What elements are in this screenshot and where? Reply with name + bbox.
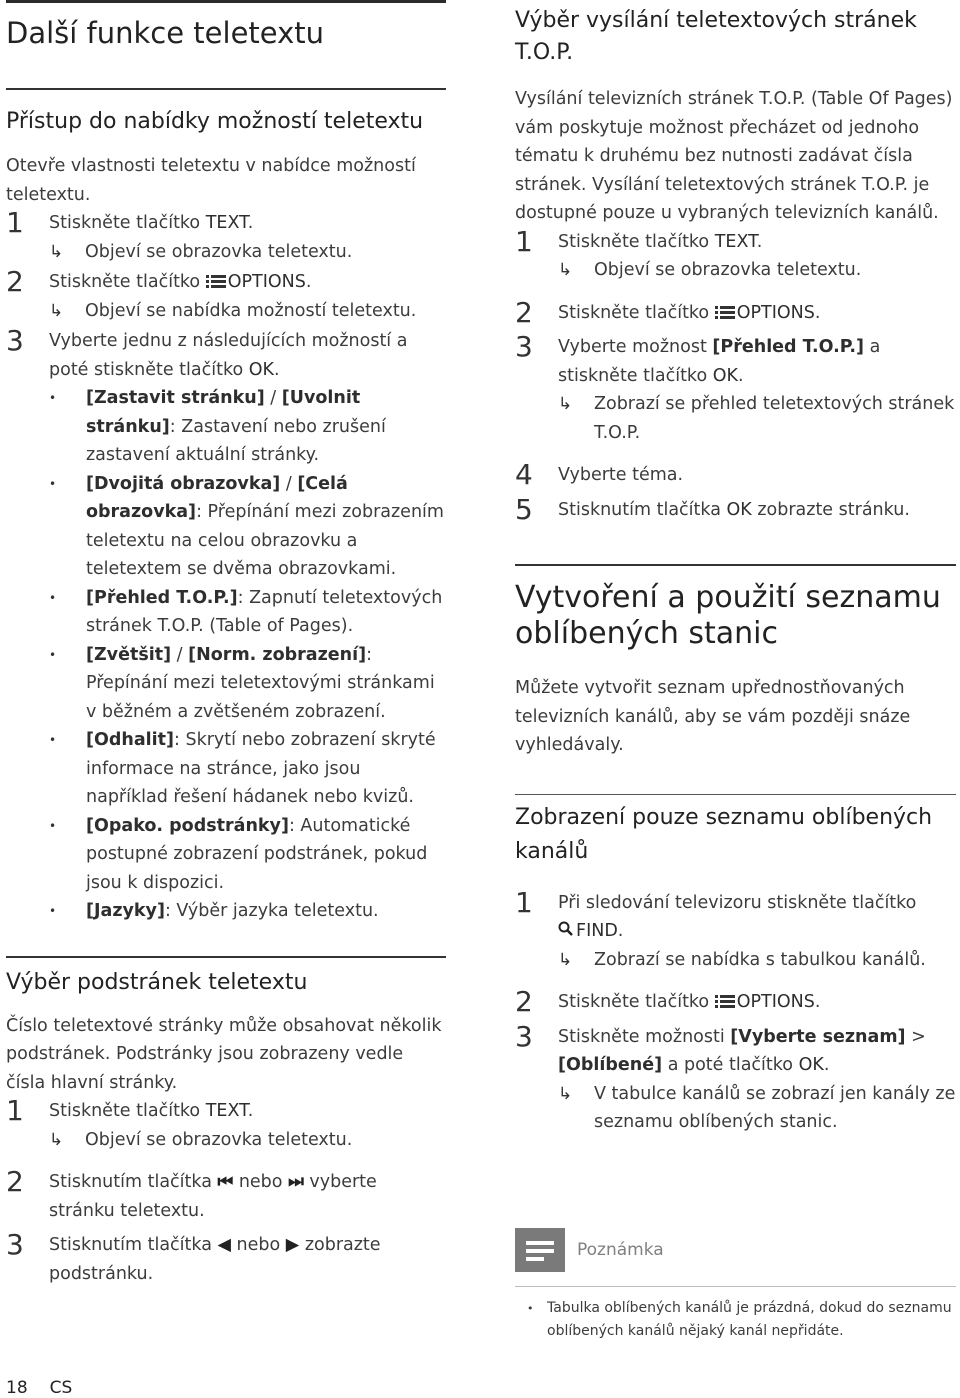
option-key: [Opako. podstránky] [86,815,289,836]
step-text: Stiskněte tlačítko [49,272,206,292]
step-number: 3 [6,324,24,357]
step-text: nebo [233,1172,289,1192]
options-list-icon [715,305,735,320]
key-text: OK [712,365,738,386]
step-number: 1 [6,206,24,239]
bullet: • [49,476,57,491]
step-3 [6,324,446,384]
step-number: 2 [515,295,533,329]
arrow-right-icon: ↳ [49,1129,64,1150]
section-title-favourites: Vytvoření a použití seznamu oblíbených stanic [515,580,941,651]
step-1 [6,1094,446,1154]
step-end: . [274,359,280,380]
result-text: Objeví se obrazovka teletextu. [85,1129,353,1150]
step-text: Stiskněte tlačítko [558,231,715,252]
separator: > [905,1026,926,1047]
top-rule [6,0,446,3]
step-result [558,1080,956,1137]
option-key: [Přehled T.O.P.] [86,587,238,608]
option-key: [Zastavit stránku] [86,388,265,408]
step-text: Stisknutím tlačítka [49,1172,218,1192]
step-text: Stiskněte tlačítko [558,992,715,1012]
step-end: . [814,302,821,323]
step-result [558,946,956,975]
arrow-right-icon: ↳ [49,300,64,321]
option-key: [Oblíbené] [558,1055,663,1075]
option-text: : Výběr jazyka teletextu. [164,901,379,921]
section-rule [515,794,956,795]
step-end: . [814,992,821,1012]
step-text: a stiskněte tlačítko [558,337,881,386]
note-box [515,1228,956,1343]
option-item [49,726,446,812]
step-end: . [247,1101,254,1121]
page-number: 18 [6,1378,28,1398]
step-number: 3 [515,1019,533,1053]
section-intro: Můžete vytvořit seznam upřednostňovaných televizních kanálů, aby se vám později snáze vyhledávaly. [515,678,911,755]
key-text: OK [726,499,752,520]
key-text: OK [248,359,274,380]
step-text: Vyberte téma. [558,465,684,485]
step-1 [515,224,956,285]
step-1 [6,206,446,266]
step-text: Vyberte možnost [558,337,713,357]
step-5 [515,492,956,526]
note-item [515,1297,956,1343]
key-text: OPTIONS [736,302,815,323]
step-text: Stisknutím tlačítka [49,1235,218,1255]
page-title: Další funkce teletextu [6,16,325,50]
option-key: [Přehled T.O.P.] [712,337,865,357]
bullet: • [49,391,57,405]
right-column [515,0,956,1137]
section-rule [515,564,956,566]
option-item [49,897,446,926]
result-text: Objeví se nabídka možností teletextu. [85,300,417,321]
key-text: TEXT [205,1101,248,1121]
skip-next-icon: ⏭ [288,1172,304,1192]
key-text: OPTIONS [736,992,815,1012]
language-code: CS [49,1378,73,1398]
option-key: [Dvojitá obrazovka] [86,473,281,494]
step-2 [515,295,956,329]
step-3 [515,330,956,447]
step-end: . [305,272,312,292]
step-number: 2 [515,985,533,1018]
option-text: : Zastavení nebo zrušení zastavení aktuální stránky. [86,416,386,465]
step-number: 4 [515,458,533,491]
option-key: [Odhalit] [86,730,175,750]
section-title-teletext-options: Přístup do nabídky možností teletextu [6,109,424,134]
key-text: OPTIONS [227,272,306,292]
note-body [515,1286,956,1343]
step-result [558,256,956,285]
option-key: [Jazyky] [86,901,165,921]
step-number: 2 [6,1165,24,1198]
step-4 [515,458,956,491]
section-title-subpages: Výběr podstránek teletextu [6,969,308,995]
option-text: : Zapnutí teletextových stránek T.O.P. (Table of Pages). [86,587,443,636]
step-2 [6,265,446,325]
option-item [49,470,446,584]
step-number: 3 [6,1228,24,1261]
option-text: : Automatické postupné zobrazení podstránek, pokud jsou k dispozici. [86,815,428,893]
section-title-top-pages: Výběr vysílání teletextových stránek T.O.P. [515,8,917,65]
step-2 [6,1165,446,1225]
step-text: nebo [230,1235,286,1255]
section-intro: Číslo teletextové stránky může obsahovat několik podstránek. Podstránky jsou zobrazeny vedle čísla hlavní stránky. [6,1015,442,1093]
arrow-right-icon: ↳ [558,394,573,414]
option-key: [Zvětšit] [86,644,172,665]
bullet: • [49,818,57,833]
arrow-right-icon: ↳ [49,241,64,262]
step-text: Při sledování televizoru stiskněte tlačítko [558,892,917,913]
step-text: Stiskněte tlačítko [49,213,206,233]
option-key: [Uvolnit stránku] [86,388,361,437]
step-end: . [737,365,744,386]
bullet: • [49,647,57,662]
step-text: zobrazte stránku. [751,499,910,520]
note-text: Tabulka oblíbených kanálů je prázdná, dokud do seznamu oblíbených kanálů nějaký kanál nepřidáte. [547,1300,952,1339]
step-result [49,1126,446,1155]
result-text: Objeví se obrazovka teletextu. [594,260,862,280]
arrow-right-icon: ↳ [558,1083,573,1104]
magnifier-icon [558,918,576,933]
key-text: FIND [576,921,618,941]
option-item [49,384,446,470]
step-number: 1 [515,885,533,919]
bullet: • [527,1302,534,1315]
section-intro: Vysílání televizních stránek T.O.P. (Table Of Pages) vám poskytuje možnost přecházet od jednoho tématu k druhému bez nutnosti zadávat čísla stránek. Vysílání teletextových stránek T.O.P. je dostupné pouze u vybraných televizních kanálů. [515,89,953,223]
step-number: 3 [515,330,533,363]
option-item [49,812,446,898]
step-text: Vyberte jednu z následujících možností a poté stiskněte tlačítko [49,331,408,380]
step-text: vyberte stránku teletextu. [49,1172,377,1221]
bullet: • [49,590,57,605]
option-key: [Celá obrazovka] [86,473,348,522]
result-text: Objeví se obrazovka teletextu. [85,241,353,262]
separator: / [280,473,298,494]
step-number: 5 [515,492,533,526]
left-column [6,0,446,1288]
key-text: TEXT [205,213,248,233]
bullet: • [49,904,57,918]
step-3 [515,1019,956,1137]
result-text: Zobrazí se nabídka s tabulkou kanálů. [594,949,926,970]
section-rule [6,956,446,958]
option-item [49,641,446,727]
page-footer [6,1378,94,1398]
note-label: Poznámka [577,1240,664,1260]
step-text: zobrazte podstránku. [49,1235,381,1284]
step-number: 2 [6,265,24,298]
step-text: Stiskněte tlačítko [558,302,715,323]
separator: / [264,388,282,408]
separator: / [171,644,189,665]
options-list-icon [206,274,226,289]
step-text: Stiskněte možnosti [558,1026,731,1047]
step-number: 1 [515,224,533,258]
step-text: Stisknutím tlačítka [558,499,727,520]
note-icon [515,1228,565,1272]
triangle-right-icon: ▶ [285,1235,300,1255]
skip-previous-icon: ⏮ [217,1172,234,1192]
section-title-favourite-channels: Zobrazení pouze seznamu oblíbených kanálů [515,804,933,864]
step-text: Stiskněte tlačítko [49,1101,206,1121]
note-header [515,1228,956,1272]
triangle-left-icon: ◀ [217,1235,231,1255]
step-result [49,238,446,267]
section-intro: Otevře vlastnosti teletextu v nabídce možností teletextu. [6,156,416,205]
step-end: . [247,213,254,233]
step-1 [515,885,956,975]
arrow-right-icon: ↳ [558,260,573,280]
step-end: . [823,1055,830,1075]
section-rule [6,88,446,90]
step-text: a poté tlačítko [662,1055,799,1075]
options-list-icon [715,994,735,1009]
step-end: . [756,231,763,252]
step-result [558,390,956,447]
step-result [49,297,446,326]
result-text: V tabulce kanálů se zobrazí jen kanály ze seznamu oblíbených stanic. [594,1083,956,1132]
option-key: [Norm. zobrazení] [188,644,367,665]
bullet: • [49,733,57,747]
option-item [49,584,446,641]
option-key: [Vyberte seznam] [730,1026,906,1047]
option-text: : Přepínání mezi zobrazením teletextu na celou obrazovku a teletextem se dvěma obrazovkami. [86,502,444,579]
key-text: TEXT [714,231,757,252]
step-number: 1 [6,1094,24,1127]
option-text: : Skrytí nebo zobrazení skryté informace na stránce, jako jsou například řešení hádanek nebo kvizů. [86,730,436,807]
result-text: Zobrazí se přehled teletextových stránek T.O.P. [594,394,955,443]
key-text: OK [798,1055,824,1075]
step-2 [515,985,956,1018]
step-3 [6,1228,446,1288]
option-text: : Přepínání mezi teletextovými stránkami v běžném a zvětšeném zobrazení. [86,644,435,722]
step-end: . [617,921,624,941]
arrow-right-icon: ↳ [558,949,573,970]
